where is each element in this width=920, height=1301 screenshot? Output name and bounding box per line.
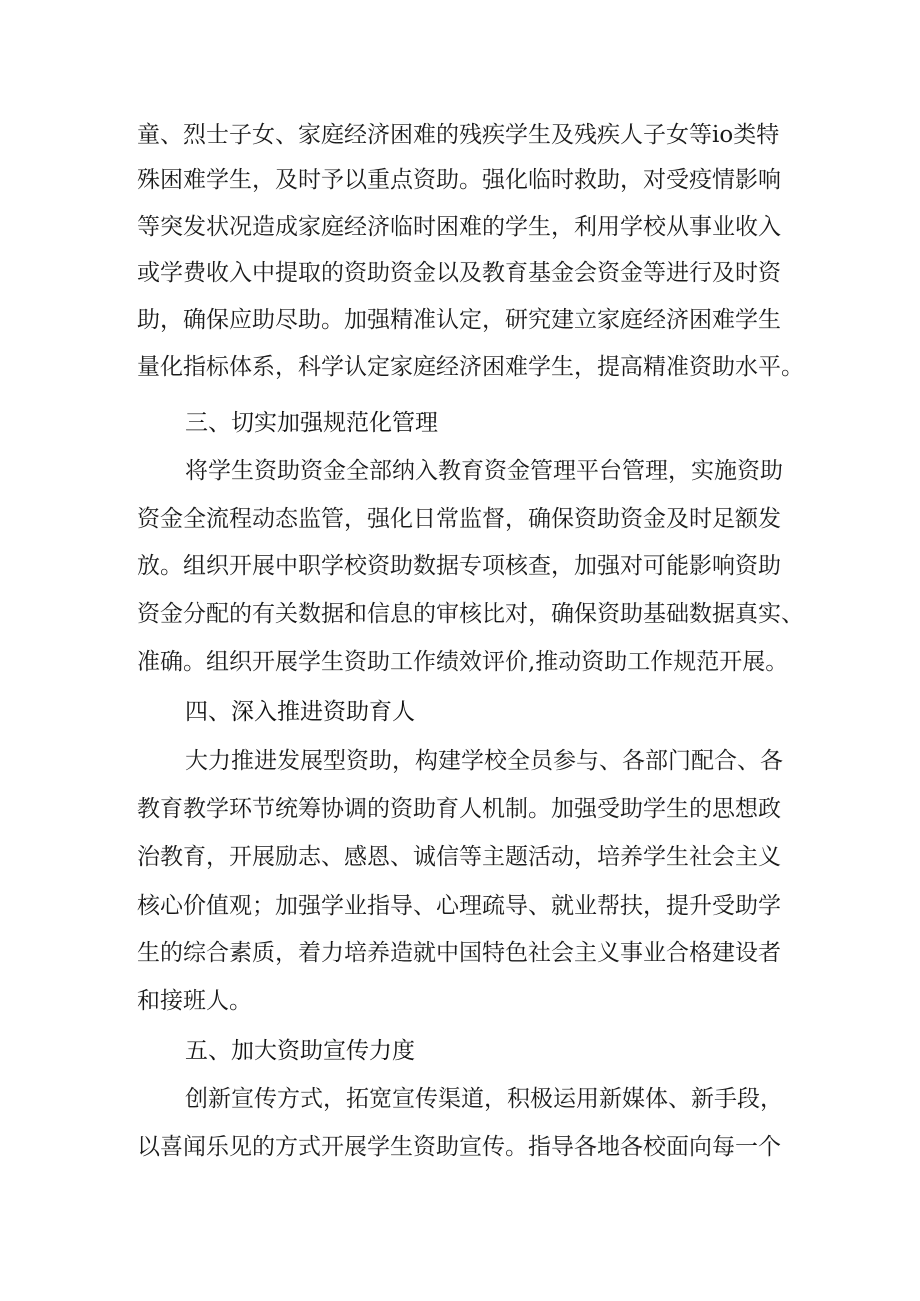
paragraph-line: 等突发状况造成家庭经济临时困难的学生，利用学校从事业收入 [137,214,781,240]
paragraph-line: 助，确保应助尽助。加强精准认定，研究建立家庭经济困难学生 [137,307,781,333]
paragraph-line: 或学费收入中提取的资助资金以及教育基金会资金等进行及时资 [137,260,781,286]
paragraph-line: 核心价值观；加强学业指导、心理疏导、就业帮扶，提升受助学 [137,893,781,919]
paragraph-line: 治教育，开展励志、感恩、诚信等主题活动，培养学生社会主义 [137,844,781,870]
paragraph-line: 教育教学环节统筹协调的资助育人机制。加强受助学生的思想政 [137,796,781,822]
section-heading-3: 三、切实加强规范化管理 [185,410,438,436]
paragraph-line: 资金全流程动态监管，强化日常监督，确保资助资金及时足额发 [137,506,781,532]
paragraph-line: 放。组织开展中职学校资助数据专项核查，加强对可能影响资助 [137,553,781,579]
paragraph-line: 童、烈士子女、家庭经济困难的残疾学生及残疾人子女等io类特 [137,122,780,148]
paragraph-line: 生的综合素质，着力培养造就中国特色社会主义事业合格建设者 [137,940,781,966]
section-heading-5: 五、加大资助宣传力度 [185,1038,415,1064]
section-heading-4: 四、深入推进资助育人 [185,699,415,725]
paragraph-line: 创新宣传方式，拓宽宣传渠道，积极运用新媒体、新手段， [185,1086,783,1112]
paragraph-line: 准确。组织开展学生资助工作绩效评价,推动资助工作规范开展。 [137,649,789,675]
paragraph-line: 和接班人。 [137,988,252,1014]
paragraph-line: 殊困难学生，及时予以重点资助。强化临时救助，对受疫情影响 [137,167,781,193]
paragraph-line: 资金分配的有关数据和信息的审核比对，确保资助基础数据真实、 [137,601,804,627]
paragraph-line: 将学生资助资金全部纳入教育资金管理平台管理，实施资助 [185,458,783,484]
paragraph-line: 以喜闻乐见的方式开展学生资助宣传。指导各地各校面向每一个 [137,1134,781,1160]
paragraph-line: 大力推进发展型资助，构建学校全员参与、各部门配合、各 [185,748,783,774]
paragraph-line: 量化指标体系，科学认定家庭经济困难学生，提高精准资助水平。 [137,354,804,380]
